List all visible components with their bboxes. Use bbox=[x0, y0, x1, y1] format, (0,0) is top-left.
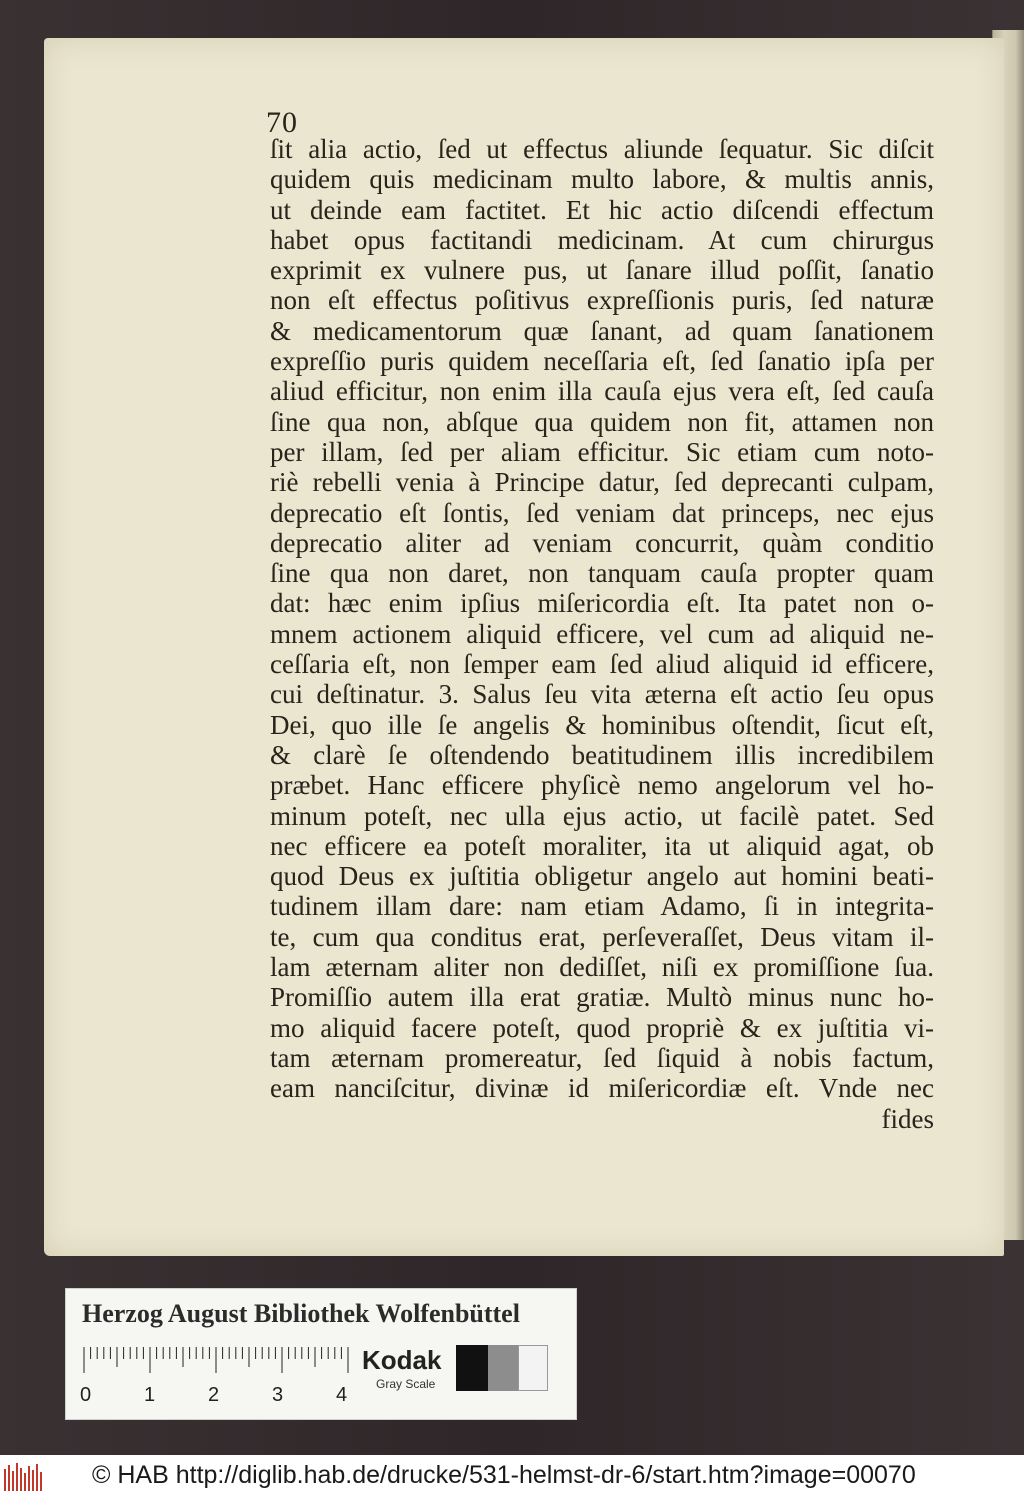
text-line: præbet. Hanc efficere phyſicè nemo angelorum vel ho- bbox=[270, 770, 934, 801]
page-number: 70 bbox=[266, 106, 298, 139]
text-line: & medicamentorum quæ ſanant, ad quam ſanationem bbox=[270, 315, 934, 346]
gray-swatch-black bbox=[456, 1345, 488, 1391]
text-line: riè rebelli venia à Principe datur, ſed deprecanti culpam, bbox=[270, 467, 934, 498]
text-line: ſit alia actio, ſed ut effectus aliunde ſequatur. Sic diſcit bbox=[270, 134, 934, 164]
text-line: fides bbox=[881, 1103, 934, 1134]
text-line: dat: hæc enim ipſius miſericordia eſt. Ita patet non o- bbox=[270, 588, 934, 619]
text-line: nec efficere ea poteſt moraliter, ita ut aliquid agat, ob bbox=[270, 830, 934, 861]
color-target-card bbox=[65, 1288, 577, 1420]
text-line: deprecatio aliter ad veniam concurrit, quàm conditio bbox=[270, 527, 934, 558]
text-line: quidem quis medicinam multo labore, & multis annis, bbox=[270, 164, 934, 195]
text-line: mo aliquid facere poteſt, quod propriè & ex juſtitia vi- bbox=[270, 1012, 934, 1043]
text-line: & clarè ſe oſtendendo beatitudinem illis incredibilem bbox=[270, 739, 934, 770]
ruler-label: 4 bbox=[336, 1384, 348, 1406]
hab-barcode-logo-icon bbox=[4, 1463, 46, 1491]
gray-swatch-mid bbox=[488, 1345, 518, 1391]
text-line: mnem actionem aliquid efficere, vel cum ad aliquid ne- bbox=[270, 618, 934, 649]
text-line: eam nanciſcitur, divinæ id miſericordiæ eſt. Vnde nec bbox=[270, 1073, 934, 1104]
text-line: per illam, ſed per aliam efficitur. Sic etiam cum noto- bbox=[270, 436, 934, 467]
text-line: cui deſtinatur. 3. Salus ſeu vita æterna eſt actio ſeu opus bbox=[270, 679, 934, 710]
library-name: Herzog August Bibliothek Wolfenbüttel bbox=[82, 1299, 520, 1328]
ruler-label: 1 bbox=[144, 1384, 156, 1406]
page-text bbox=[270, 134, 934, 1134]
text-line: tam æternam promereatur, ſed ſiquid à nobis factum, bbox=[270, 1042, 934, 1073]
text-line: Promiſſio autem illa erat gratiæ. Multò minus nunc ho- bbox=[270, 982, 934, 1013]
text-line: lam æternam aliter non dediſſet, niſi ex promiſſione ſua. bbox=[270, 952, 934, 983]
text-line: habet opus factitandi medicinam. At cum chirurgus bbox=[270, 224, 934, 255]
text-line: minum poteſt, nec ulla ejus actio, ut facilè patet. Sed bbox=[270, 800, 934, 831]
copyright-url[interactable]: © HAB http://diglib.hab.de/drucke/531-helmst-dr-6/start.htm?image=00070 bbox=[92, 1461, 916, 1489]
text-line: aliud efficitur, non enim illa cauſa ejus vera eſt, ſed cauſa bbox=[270, 376, 934, 407]
text-line: deprecatio eſt ſontis, ſed veniam dat princeps, nec ejus bbox=[270, 497, 934, 528]
text-line: tudinem illam dare: nam etiam Adamo, ſi in integrita- bbox=[270, 891, 934, 922]
ruler-label: 3 bbox=[272, 1384, 284, 1406]
ruler-label: 0 bbox=[80, 1384, 92, 1406]
text-line: ſine qua non, abſque qua quidem non fit, attamen non bbox=[270, 406, 934, 437]
text-line: expreſſio puris quidem neceſſaria eſt, ſed ſanatio ipſa per bbox=[270, 346, 934, 377]
ruler-scale bbox=[80, 1343, 360, 1407]
gray-swatch-white bbox=[518, 1345, 548, 1391]
text-line: ceſſaria eſt, non ſemper eam ſed aliud aliquid id efficere, bbox=[270, 649, 934, 680]
text-line: non eſt effectus poſitivus expreſſionis puris, ſed naturæ bbox=[270, 285, 934, 316]
footer-bar bbox=[0, 1455, 1024, 1497]
text-line: quod Deus ex juſtitia obligetur angelo aut homini beati- bbox=[270, 861, 934, 892]
text-line: ut deinde eam factitet. Et hic actio diſcendi effectum bbox=[270, 194, 934, 225]
kodak-gray-scale-label: Gray Scale bbox=[376, 1377, 436, 1391]
text-line: exprimit ex vulnere pus, ut ſanare illud poſſit, ſanatio bbox=[270, 255, 934, 286]
ruler-label: 2 bbox=[208, 1384, 220, 1406]
text-line: ſine qua non daret, non tanquam cauſa propter quam bbox=[270, 558, 934, 589]
kodak-brand: Kodak bbox=[362, 1345, 442, 1375]
text-line: te, cum qua conditus erat, perſeveraſſet, Deus vitam il- bbox=[270, 921, 934, 952]
text-line: Dei, quo ille ſe angelis & hominibus oſtendit, ſicut eſt, bbox=[270, 709, 934, 740]
